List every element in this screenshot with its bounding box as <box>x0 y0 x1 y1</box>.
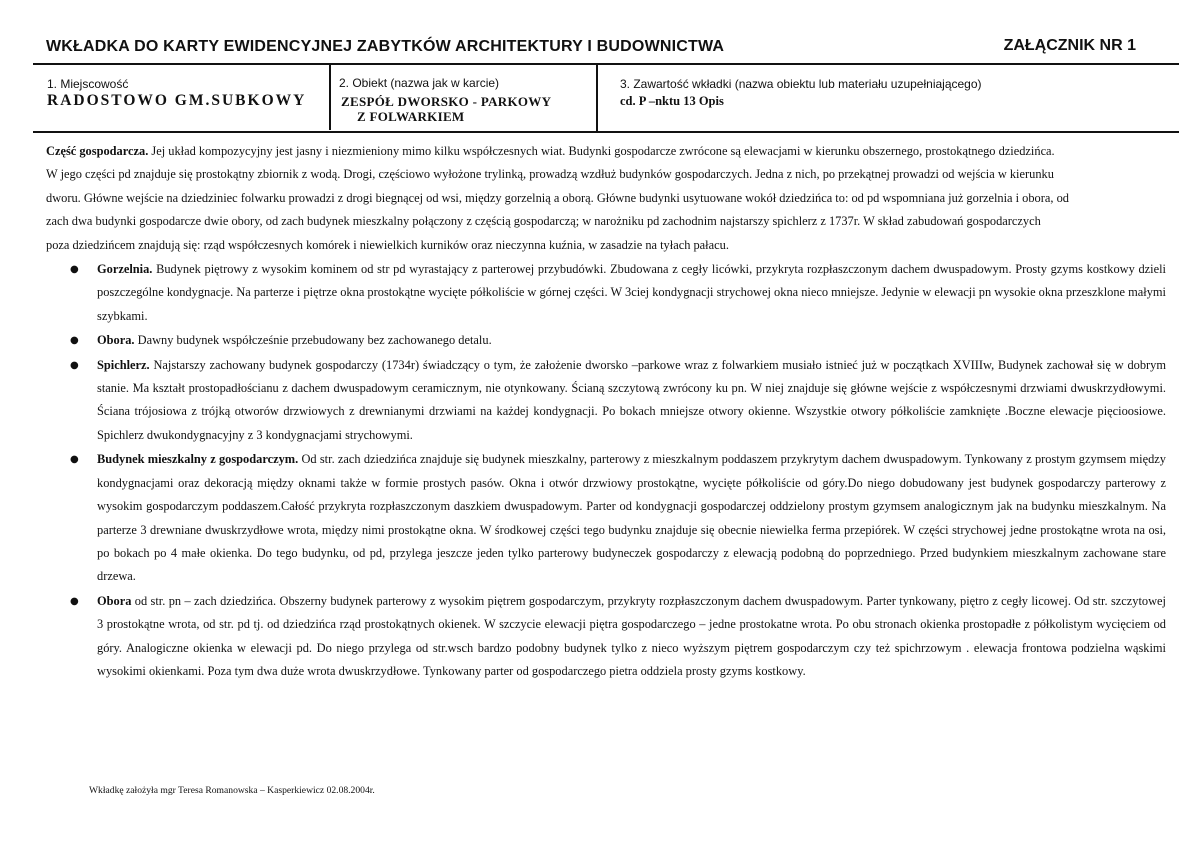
locality-value: RADOSTOWO GM.SUBKOWY <box>47 92 307 109</box>
object-label: 2. Obiekt (nazwa jak w karcie) <box>339 76 500 90</box>
list-item-obora-2 <box>46 590 1166 684</box>
list-item-obora <box>46 329 1166 352</box>
item-text: od str. pn – zach dziedzińca. Obszerny budynek parterowy z wysokim piętrem gospodarczym, przykryty rozpłaszczonym dachem dwuspadowym. Parter tynkowany, piętro z cegły licowej. Od str. szczytowej 3 prostokątne wrota, od str. pd tj. od dziedzińca rząd prostokątnych okienek. W szczycie elewacji piętra gospodarczego – jedne prostokatne wrota. Po obu stronach okienka prostopadłe z półkolistym wycięciem od góry. Analogiczne okienka w elewacji pd. Do niego przylega od str.wsch bardzo podobny budynek tylko z nieco wyższym piętrem gospodarczym czy też spichrzowym . elewacja frontowa podzielna wąskimi wysokimi okienkami. Poza tym dwa duże wrota dwuskrzydłowe. Tynkowany parter od gospodarczego pietra oddziela prosty gzyms kostkowy. <box>97 593 1166 678</box>
item-text: Dawny budynek współcześnie przebudowany bez zachowanego detalu. <box>134 333 492 348</box>
item-title: Gorzelnia. <box>97 262 153 277</box>
contents-value: cd. P –nktu 13 Opis <box>620 94 724 108</box>
bullet-icon: ● <box>70 359 79 371</box>
contents-label: 3. Zawartość wkładki (nazwa obiektu lub materiału uzupełniającego) <box>620 77 982 91</box>
item-title: Spichlerz. <box>97 357 150 372</box>
item-title: Obora <box>97 593 132 608</box>
bullet-icon: ● <box>70 264 79 276</box>
column-divider-2 <box>596 64 598 132</box>
list-item-budynek-mieszkalny <box>46 448 1166 588</box>
intro-line: W jego części pd znajduje się prostokątny zbiornik z wodą. Drogi, częściowo wyłożone trylinką, prowadzą wzdłuż budynków gospodarczych. Jedna z nich, po przekątnej prowadzi od wejścia w kierunku <box>46 167 1054 182</box>
list-item-spichlerz <box>46 354 1166 448</box>
item-text: Od str. zach dziedzińca znajduje się budynek mieszkalny, parterowy z mieszkalnym poddaszem przykrytym dachem dwuspadowym. Tynkowany z prostym gzymsem między kondygnacjami oraz dekoracją między oknami także w formie prostych pasów. Okna i otwór drzwiowy prostokątne, wycięte półkoliście od góry.Do niego dobudowany jest budynek gospodarczy parterowy z wysokim gospodarczym poddaszem.Całość przykryta rozpłaszczonym daszkiem dwuspadowym. Parter od kondygnacji gospodarczej oddzielony prostym gzymsem analogicznym jak na budynku mieszkalnym. Na parterze 3 drewniane dwuskrzydłowe wrota, między nimi prostokątne okna. W środkowej części tego budynku znajduje się obecnie niewielka ferma przepiórek. W części strychowej jedne prostokątne wrota na osi, po bokach po 4 małe okienka. Do tego budynku, od pd, przylega jeszcze jeden tylko parterowy budyneczek gospodarczy z elewacją podobną do poprzedniego. Przed budynkiem mieszkalnym zachowane stare drzewa. <box>97 452 1166 584</box>
intro-line: Część gospodarcza. Jej układ kompozycyjny jest jasny i niezmieniony mimo kilku współczesnych wiat. Budynki gospodarcze zwrócone są elewacjami w kierunku obszernego, prostokątnego dziedzińca. <box>46 144 1055 158</box>
item-title: Obora. <box>97 333 135 348</box>
item-title: Budynek mieszkalny z gospodarczym. <box>97 452 299 467</box>
intro-line: dworu. Główne wejście na dziedziniec folwarku prowadzi z drogi biegnącej od wsi, między gorzelnią a oborą. Główne budynki usytuowane wokół dziedzińca to: od pd wspomniana już gorzelnia i obora, od <box>46 190 1069 205</box>
column-divider-1 <box>329 64 331 130</box>
bullet-icon: ● <box>70 335 79 347</box>
building-list <box>46 258 1166 683</box>
object-value-line1: ZESPÓŁ DWORSKO - PARKOWY <box>341 94 552 109</box>
attachment-number: ZAŁĄCZNIK NR 1 <box>1003 37 1136 54</box>
intro-paragraph <box>46 140 1166 257</box>
bullet-icon: ● <box>70 595 79 607</box>
intro-heading: Część gospodarcza. <box>46 144 149 158</box>
object-value-line2: Z FOLWARKIEM <box>357 109 465 124</box>
list-item-gorzelnia <box>46 258 1166 328</box>
header-rule-bottom <box>33 131 1179 133</box>
item-text: Najstarszy zachowany budynek gospodarczy (1734r) świadczący o tym, że założenie dworsko –parkowe wraz z folwarkiem musiało istnieć już w początkach XVIIIw, Budynek zachował się w dobrym stanie. Ma kształt prostopadłościanu z dachem dwuspadowym ceramicznym, nie otynkowany. Ścianą szczytową zwrócony ku pn. W niej znajduje się główne wejście z współczesnymi drzwiami dwuskrzydłowymi. Ściana trójosiowa z trójką otworów drzwiowych z drewnianymi drzwiami na każdej kondygnacji. Po bokach mniejsze otwory okienne. Wszystkie otwory półkoliście zamknięte .Boczne elewacje pięcioosiowe. Spichlerz dwukondygnacyjny z 3 kondygnacjami strychowymi. <box>97 357 1166 442</box>
locality-label: 1. Miejscowość <box>47 77 129 91</box>
intro-line: poza dziedzińcem znajdują się: rząd współczesnych komórek i niewielkich kurników oraz nieczynna kuźnia, w zasadzie na tyłach pałacu. <box>46 237 729 252</box>
author-note: Wkładkę założyła mgr Teresa Romanowska – Kasperkiewicz 02.08.2004r. <box>89 785 375 796</box>
document-title: WKŁADKA DO KARTY EWIDENCYJNEJ ZABYTKÓW ARCHITEKTURY I BUDOWNICTWA <box>46 38 725 55</box>
header-rule-top <box>33 63 1179 65</box>
header <box>32 30 1180 60</box>
bullet-icon: ● <box>70 454 79 466</box>
intro-line: zach dwa budynki gospodarcze dwie obory, od zach budynek mieszkalny połączony z częścią gospodarczą; w narożniku pd zachodnim najstarszy spichlerz z 1737r. W skład zabudowań gospodarczych <box>46 214 1041 229</box>
description-body <box>46 140 1166 683</box>
item-text: Budynek piętrowy z wysokim kominem od str pd wyrastający z parterowej przybudówki. Zbudowana z cegły licówki, przykryta rozpłaszczonym dachem dwuspadowym. Prosty gzyms kostkowy dzieli poszczególne kondygnacje. Na parterze i piętrze okna prostokątne wycięte półkoliście w górnej części. W 3ciej kondygnacji strychowej okna nieco mniejsze. Jedynie w elewacji pn wysokie okna przeszklone małymi szybkami. <box>97 262 1166 323</box>
